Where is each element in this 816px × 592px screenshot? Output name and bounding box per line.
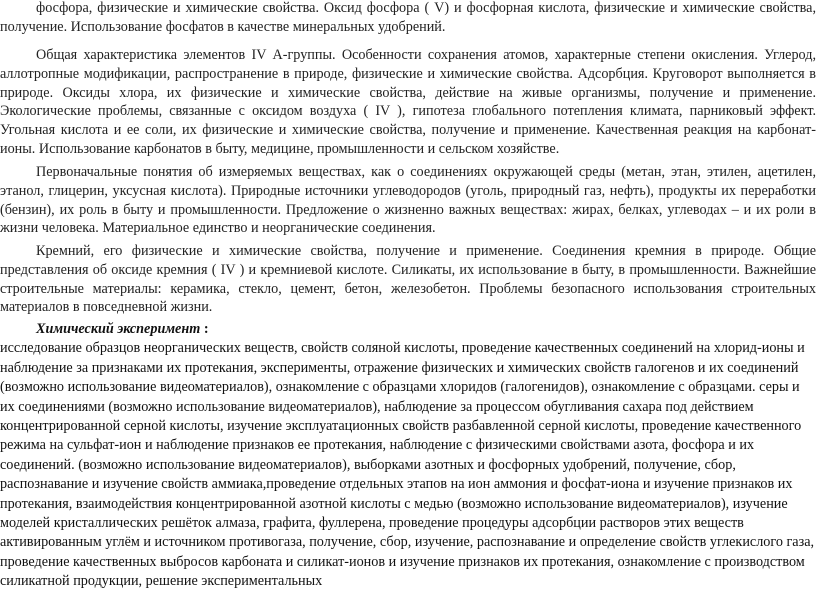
paragraph-organic-basics: Первоначальные понятия об измеряемых веществах, как о соединениях окружающей среды (метан, этан, этилен, ацетилен, этанол, глицерин, уксусная кислота). Природные источники углеводородов (уголь, природный газ, нефть), продукты их переработки (бензин), их роль в быту и промышленности. Предложение о жизненно важных веществах: жирах, белках, углеводах – и их роли в жизни человека. Материальное единство и неорганические соединения. [0,164,816,237]
experiment-heading-label: Химический эксперимент [36,321,201,337]
chemical-experiment-section [0,320,816,592]
paragraph-silicon: Кремний, его физические и химические свойства, получение и применение. Соединения кремния в природе. Общие представления об оксиде кремния ( IV ) и кремниевой кислоте. Силикаты, их использование в быту, в промышленности. Важнейшие строительные материалы: керамика, стекло, цемент, бетон, железобетон. Проблемы безопасного использования строительных материалов в повседневной жизни. [0,243,816,316]
experiment-heading [0,320,816,339]
paragraph-phosphorus: фосфора, физические и химические свойства. Оксид фосфора ( V) и фосфорная кислота, физические и химические свойства, получение. Использование фосфатов в качестве минеральных удобрений. [0,0,816,35]
experiment-text: исследование образцов неорганических веществ, свойств соляной кислоты, проведение качественных соединений на хлорид-ионы и наблюдение за признаками их протекания, эксперименты, отражение физических и химических свойств галогенов и их соединений (возможно использование видеоматериалов), ознакомление с образцами хлоридов (галогенидов), ознакомление с образцами. серы и их соединениями (возможно использование видеоматериалов), наблюдение за процессом обугливания сахара под действием концентрированной серной кислоты, изучение эксплуатационных свойств разбавленной серной кислоты, проведение качественного режима на сульфат-ион и наблюдение признаков ее протекания, наблюдение с физическими свойствами азота, фосфора и их соединений. (возможно использование видеоматериалов), выборками азотных и фосфорных удобрений, получение, сбор, распознавание и изучение свойств аммиака,проведение отдельных этапов на ион аммония и фосфат-иона и изучение признаков их протекания, взаимодействия концентрированной азотной кислоты с медью (возможно использование видеоматериалов), изучение моделей кристаллических решёток алмаза, графита, фуллерена, проведение процедуры адсорбции растворов этих веществ активированным углём и источником противогаза, получение, сбор, изучение, распознавание и определение свойств углекислого газа, проведение качественных выбросов карбоната и силикат-ионов и изучение признаков их протекания, ознакомление с производством силикатной продукции, решение экспериментальных [0,340,815,590]
experiment-heading-colon: : [200,321,209,337]
paragraph-group-iv: Общая характеристика элементов IV А-группы. Особенности сохранения атомов, характерные степени окисления. Углерод, аллотропные модификации, распространение в природе, физические и химические свойства. Адсорбция. Круговорот выполняется в природе. Оксиды хлора, их физические и химические свойства, действие на живые организмы, получение и применение. Экологические проблемы, связанные с оксидом воздуха ( IV ), гипотеза глобального потепления климата, парниковый эффект. Угольная кислота и ее соли, их физические и химические свойства, получение и применение. Качественная реакция на карбонат-ионы. Использование карбонатов в быту, медицине, промышленности и сельском хозяйстве. [0,47,816,157]
